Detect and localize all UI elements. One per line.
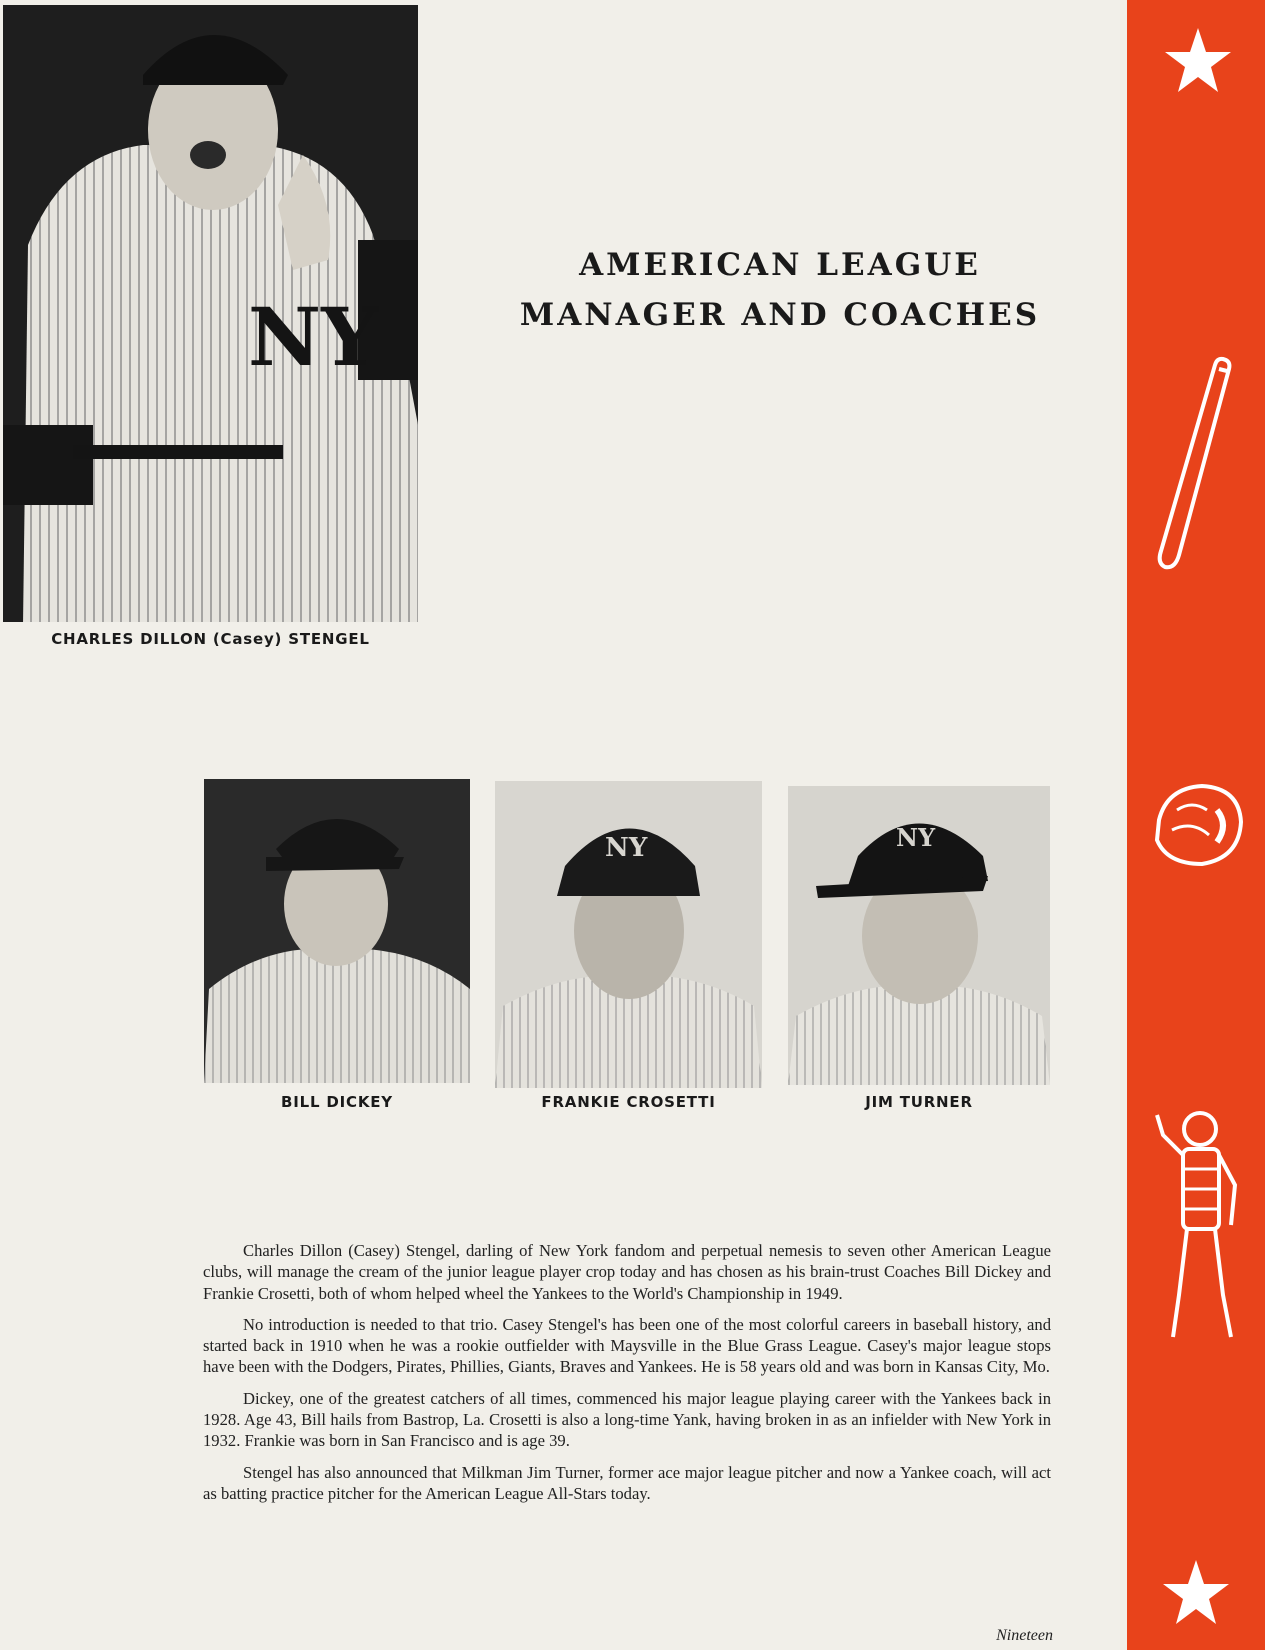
dickey-caption: BILL DICKEY [281, 1093, 393, 1111]
article-paragraph-4: Stengel has also announced that Milkman Jim Turner, former ace major league pitcher and now a Yankee coach, will act as batting practice pitcher for the American League All-Stars today. [203, 1462, 1051, 1503]
dickey-photo [204, 779, 470, 1083]
crosetti-portrait-icon [495, 781, 762, 1088]
decorative-side-band [1127, 0, 1265, 1650]
dickey-portrait-icon [204, 779, 470, 1083]
bat-icon [1157, 355, 1237, 575]
turner-caption: JIM TURNER [865, 1093, 973, 1111]
page-title [500, 240, 1060, 340]
turner-portrait-icon [788, 786, 1050, 1085]
svg-text:NY: NY [605, 833, 648, 863]
star-icon [1163, 26, 1233, 96]
article-body [203, 1240, 1051, 1514]
article-paragraph-3: Dickey, one of the greatest catchers of all times, commenced his major league playing career with the Yankees back in 1928. Age 43, Bill hails from Bastrop, La. Crosetti is also a long-time Yank, having broken in as an infielder with New York in 1932. Frankie was born in San Francisco and is age 39. [203, 1388, 1051, 1451]
page-number: Nineteen [996, 1627, 1053, 1644]
stengel-caption: CHARLES DILLON (Casey) STENGEL [51, 630, 370, 648]
catcher-icon [1145, 1105, 1250, 1345]
page-title-line-1: AMERICAN LEAGUE [579, 247, 981, 283]
article-paragraph-2: No introduction is needed to that trio. Casey Stengel's has been one of the most colorful careers in baseball history, and started back in 1910 when he was a rookie outfielder with Maysville in the Blue Grass League. Casey's major league stops have been with the Dodgers, Pirates, Phillies, Giants, Braves and Yankees. He is 58 years old and was born in Kansas City, Mo. [203, 1314, 1051, 1377]
svg-text:NY: NY [248, 290, 379, 384]
crosetti-caption: FRANKIE CROSETTI [541, 1093, 716, 1111]
article-paragraph-1: Charles Dillon (Casey) Stengel, darling of New York fandom and perpetual nemesis to seven other American League clubs, will manage the cream of the junior league player crop today and has chosen as his brain-trust Coaches Bill Dickey and Frankie Crosetti, both of whom helped wheel the Yankees to the World's Championship in 1949. [203, 1241, 1051, 1303]
crosetti-photo [495, 781, 762, 1088]
stengel-portrait-icon [3, 5, 418, 622]
svg-text:NY: NY [896, 823, 936, 852]
page-title-line-2: MANAGER AND COACHES [519, 297, 1041, 333]
stengel-photo [3, 5, 418, 622]
star-icon [1161, 1558, 1231, 1628]
turner-photo [788, 786, 1050, 1085]
glove-icon [1147, 780, 1247, 870]
